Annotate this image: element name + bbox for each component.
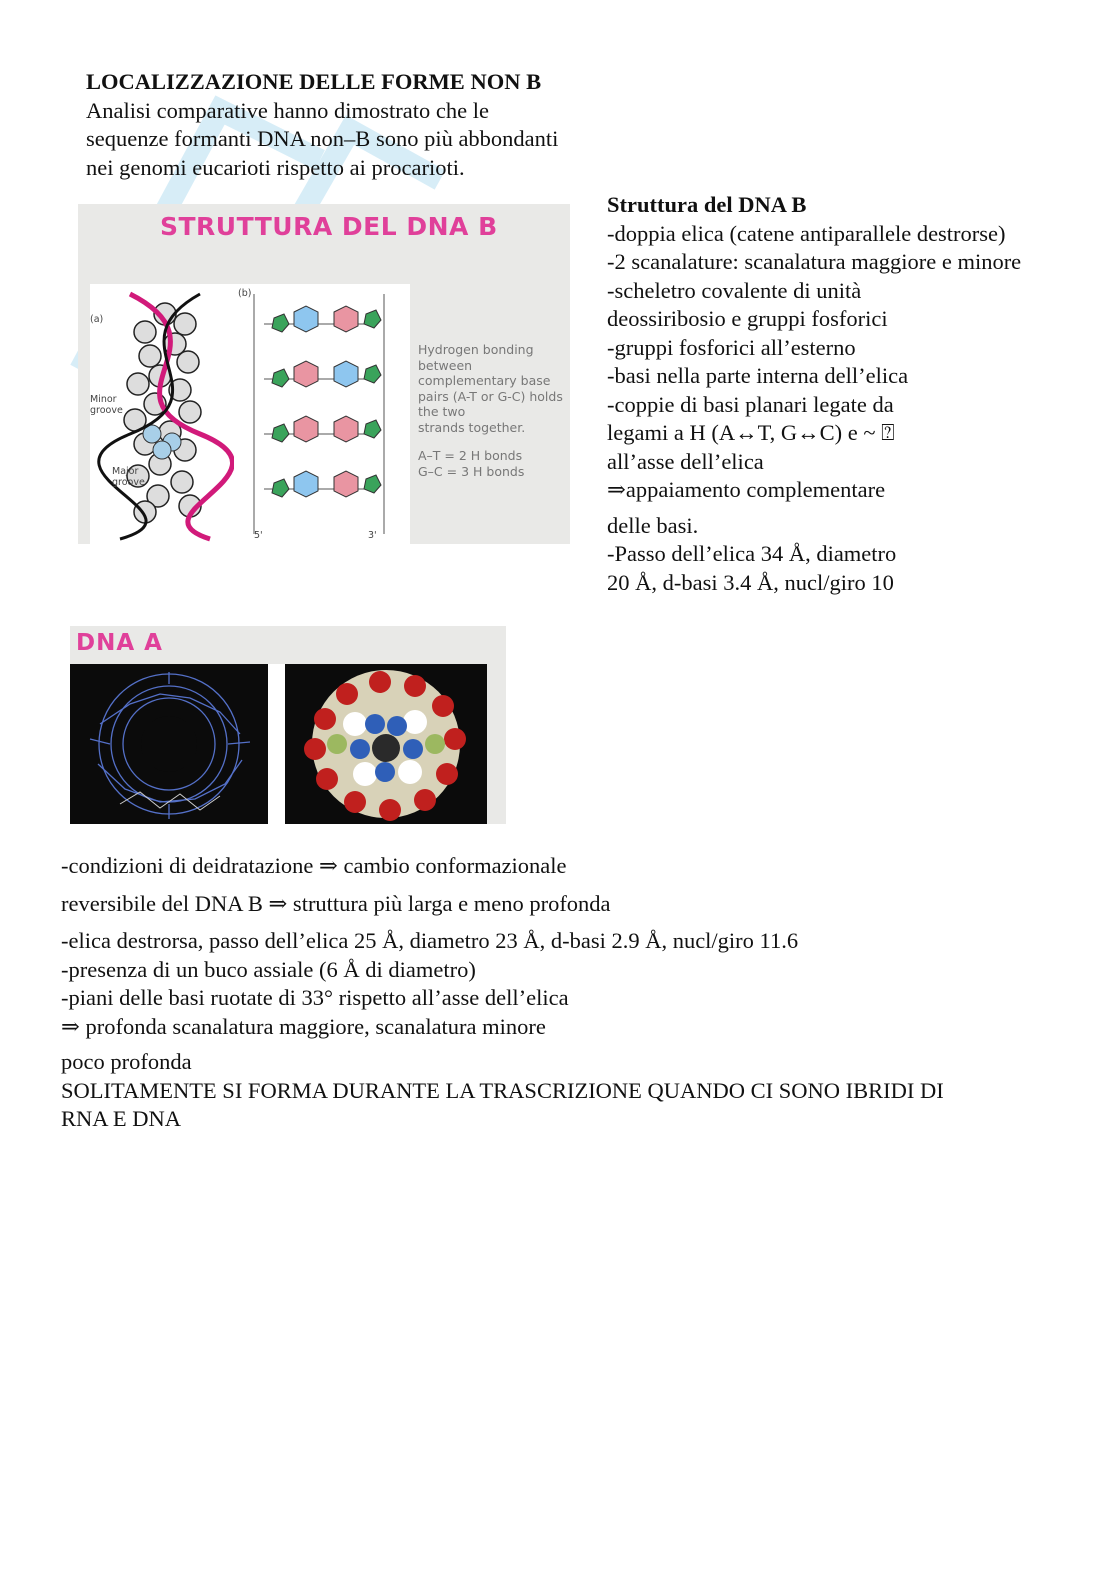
dna-a-line: poco profonda: [61, 1049, 192, 1074]
dna-a-wireframe-model: [70, 664, 268, 824]
intro-heading: LOCALIZZAZIONE DELLE FORME NON B: [86, 69, 542, 94]
dna-a-description: [61, 852, 944, 1134]
base-pairing-diagram: [234, 284, 410, 544]
dna-a-line: -piani delle basi ruotate di 33° rispetto all’asse dell’elica: [61, 985, 569, 1010]
dna-b-line: deossiribosio e gruppi fosforici: [607, 306, 888, 331]
intro-section: [86, 68, 558, 182]
dna-b-figure: [78, 204, 570, 544]
panel-label-a: (a): [90, 314, 104, 325]
dna-a-line: ⇒ profonda scanalatura maggiore, scanalatura minore: [61, 1013, 546, 1039]
figure-title: DNA A: [76, 630, 163, 656]
dna-b-line: all’asse dell’elica: [607, 448, 764, 474]
dna-b-line: delle basi.: [607, 512, 699, 538]
dna-a-line: -presenza di un buco assiale (6 Å di diametro): [61, 956, 476, 982]
dna-b-line: -doppia elica (catene antiparallele destrorse): [607, 220, 1006, 246]
dna-a-space-filling-model: [285, 664, 487, 824]
dna-b-heading: Struttura del DNA B: [607, 192, 807, 217]
dna-a-line: reversibile del DNA B ⇒ struttura più larga e meno profonda: [61, 890, 611, 916]
dna-b-line: -coppie di basi planari legate da: [607, 391, 894, 417]
strand-end-3: 3': [368, 530, 377, 541]
dna-a-figure: [70, 626, 506, 824]
figure-title: STRUTTURA DEL DNA B: [160, 212, 498, 241]
dna-b-line: 20 Å, d-basi 3.4 Å, nucl/giro 10: [607, 569, 894, 595]
dna-b-line: ⇒appaiamento complementare: [607, 477, 886, 502]
dna-b-line: -scheletro covalente di unità: [607, 277, 862, 303]
dna-a-line: SOLITAMENTE SI FORMA DURANTE LA TRASCRIZIONE QUANDO CI SONO IBRIDI DI: [61, 1077, 944, 1103]
panel-label-b: (b): [238, 288, 252, 299]
dna-b-line: -Passo dell’elica 34 Å, diametro: [607, 541, 897, 566]
intro-line: sequenze formanti DNA non–B sono più abbondanti: [86, 126, 559, 151]
dna-b-line: legami a H (A↔T, G↔C) e ~ ⍰: [607, 420, 895, 445]
dna-b-line: -gruppi fosforici all’esterno: [607, 334, 856, 360]
dna-b-description: [607, 191, 1021, 597]
dna-a-line: RNA E DNA: [61, 1106, 182, 1131]
intro-line: Analisi comparative hanno dimostrato che le: [86, 97, 490, 123]
dna-a-line: -elica destrorsa, passo dell’elica 25 Å, diametro 23 Å, d-basi 2.9 Å, nucl/giro 11.6: [61, 928, 799, 953]
bond-counts: A–T = 2 H bonds G–C = 3 H bonds: [418, 448, 525, 479]
strand-end-5: 5': [254, 530, 263, 541]
dna-a-line: -condizioni di deidratazione ⇒ cambio conformazionale: [61, 853, 567, 878]
dna-b-line: -2 scanalature: scanalatura maggiore e minore: [607, 249, 1022, 274]
figure-divider: [268, 664, 285, 824]
major-groove-label: Major groove: [112, 466, 145, 488]
figure-caption: Hydrogen bonding between complementary base pairs (A-T or G-C) holds the two strands together.: [418, 342, 563, 435]
minor-groove-label: Minor groove: [90, 394, 123, 416]
dna-b-line: -basi nella parte interna dell’elica: [607, 363, 909, 388]
intro-line: nei genomi eucarioti rispetto ai procarioti.: [86, 154, 465, 180]
